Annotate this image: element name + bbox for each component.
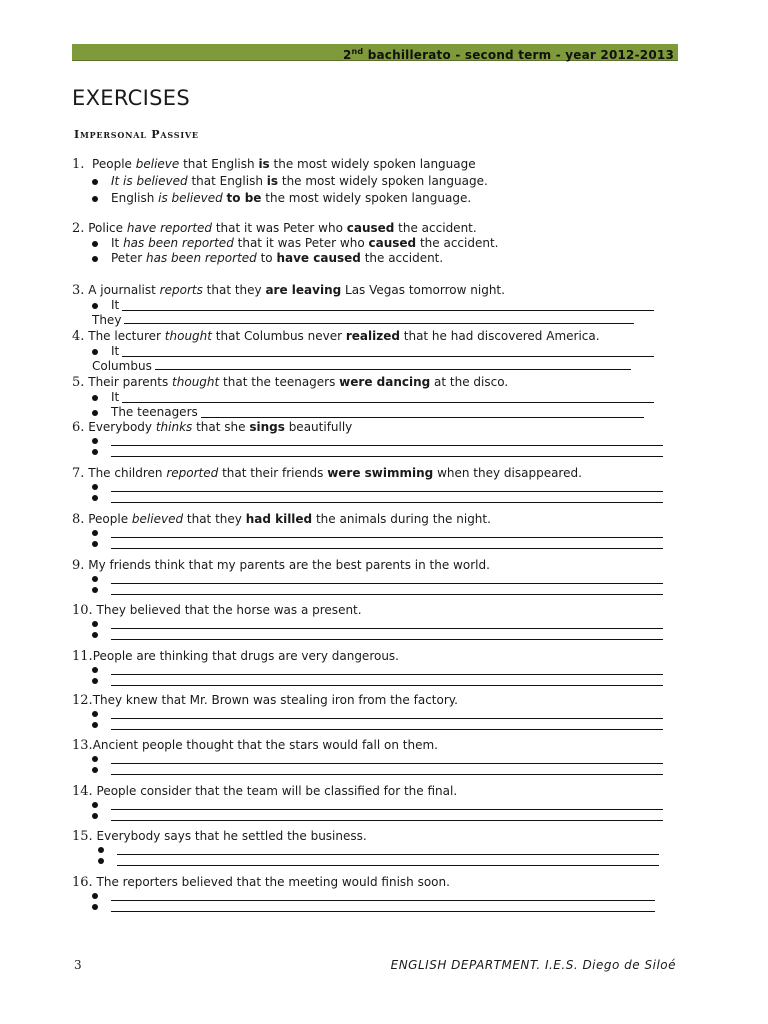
answer-line[interactable]: It	[72, 390, 672, 405]
answer-line[interactable]: Columbus	[72, 359, 672, 374]
answer-line[interactable]	[72, 844, 672, 855]
exercise-2	[72, 221, 672, 266]
exercise-16	[72, 875, 672, 912]
exercise-11	[72, 649, 672, 686]
answer-line[interactable]	[72, 481, 672, 492]
answer-line[interactable]	[72, 855, 672, 866]
example-answer: It is believed that English is the most widely spoken language.	[72, 174, 672, 189]
exercise-3	[72, 283, 672, 328]
exercise-prompt: 16. The reporters believed that the meeting would finish soon.	[72, 875, 450, 890]
exercise-prompt: 13.Ancient people thought that the stars would fall on them.	[72, 738, 438, 753]
exercise-15	[72, 829, 672, 866]
answer-line[interactable]	[72, 527, 672, 538]
exercise-14	[72, 784, 672, 821]
answer-line[interactable]	[72, 719, 672, 730]
answer-line[interactable]	[72, 435, 672, 446]
exercise-10	[72, 603, 672, 640]
exercise-prompt: 3. A journalist reports that they are leaving Las Vegas tomorrow night.	[72, 283, 505, 298]
page-number: 3	[74, 958, 82, 972]
answer-line[interactable]	[72, 890, 672, 901]
exercise-7	[72, 466, 672, 503]
exercise-prompt: 1. People believe that English is the most widely spoken language	[72, 157, 476, 172]
answer-line[interactable]	[72, 573, 672, 584]
answer-line[interactable]	[72, 753, 672, 764]
answer-line[interactable]	[72, 664, 672, 675]
exercise-prompt: 6. Everybody thinks that she sings beautifully	[72, 420, 353, 435]
answer-line[interactable]: They	[72, 313, 672, 328]
exercise-prompt: 12.They knew that Mr. Brown was stealing iron from the factory.	[72, 693, 458, 708]
answer-line[interactable]: It	[72, 298, 672, 313]
answer-line[interactable]	[72, 764, 672, 775]
answer-line[interactable]	[72, 446, 672, 457]
answer-line[interactable]: The teenagers	[72, 405, 672, 420]
answer-line[interactable]: It	[72, 344, 672, 359]
exercise-13	[72, 738, 672, 775]
example-answer: English is believed to be the most widely spoken language.	[72, 191, 672, 206]
section-subtitle: Impersonal Passive	[74, 128, 199, 141]
answer-line[interactable]	[72, 584, 672, 595]
exercise-prompt: 8. People believed that they had killed the animals during the night.	[72, 512, 491, 527]
exercise-prompt: 7. The children reported that their friends were swimming when they disappeared.	[72, 466, 582, 481]
page-title: EXERCISES	[72, 86, 190, 110]
answer-line[interactable]	[72, 708, 672, 719]
exercise-prompt: 10. They believed that the horse was a present.	[72, 603, 362, 618]
header-text: 2nd bachillerato - second term - year 2012-2013	[342, 47, 674, 62]
answer-line[interactable]	[72, 810, 672, 821]
example-answer: Peter has been reported to have caused the accident.	[72, 251, 672, 266]
answer-line[interactable]	[72, 618, 672, 629]
exercise-12	[72, 693, 672, 730]
answer-line[interactable]	[72, 901, 672, 912]
exercise-prompt: 15. Everybody says that he settled the business.	[72, 829, 367, 844]
exercise-9	[72, 558, 672, 595]
exercise-5	[72, 375, 672, 420]
answer-line[interactable]	[72, 538, 672, 549]
footer-department: ENGLISH DEPARTMENT. I.E.S. Diego de Siloé	[390, 958, 676, 972]
example-answer: It has been reported that it was Peter who caused the accident.	[72, 236, 672, 251]
exercise-6	[72, 420, 672, 457]
answer-line[interactable]	[72, 629, 672, 640]
exercise-prompt: 14. People consider that the team will be classified for the final.	[72, 784, 458, 799]
exercise-8	[72, 512, 672, 549]
answer-line[interactable]	[72, 675, 672, 686]
exercise-prompt: 4. The lecturer thought that Columbus never realized that he had discovered America.	[72, 329, 600, 344]
answer-line[interactable]	[72, 799, 672, 810]
exercise-1	[72, 157, 672, 206]
exercise-prompt: 11.People are thinking that drugs are very dangerous.	[72, 649, 399, 664]
exercise-prompt: 9. My friends think that my parents are the best parents in the world.	[72, 558, 490, 573]
exercise-prompt: 5. Their parents thought that the teenagers were dancing at the disco.	[72, 375, 509, 390]
header-bar	[72, 44, 678, 61]
exercise-prompt: 2. Police have reported that it was Peter who caused the accident.	[72, 221, 477, 236]
answer-line[interactable]	[72, 492, 672, 503]
exercise-4	[72, 329, 672, 374]
